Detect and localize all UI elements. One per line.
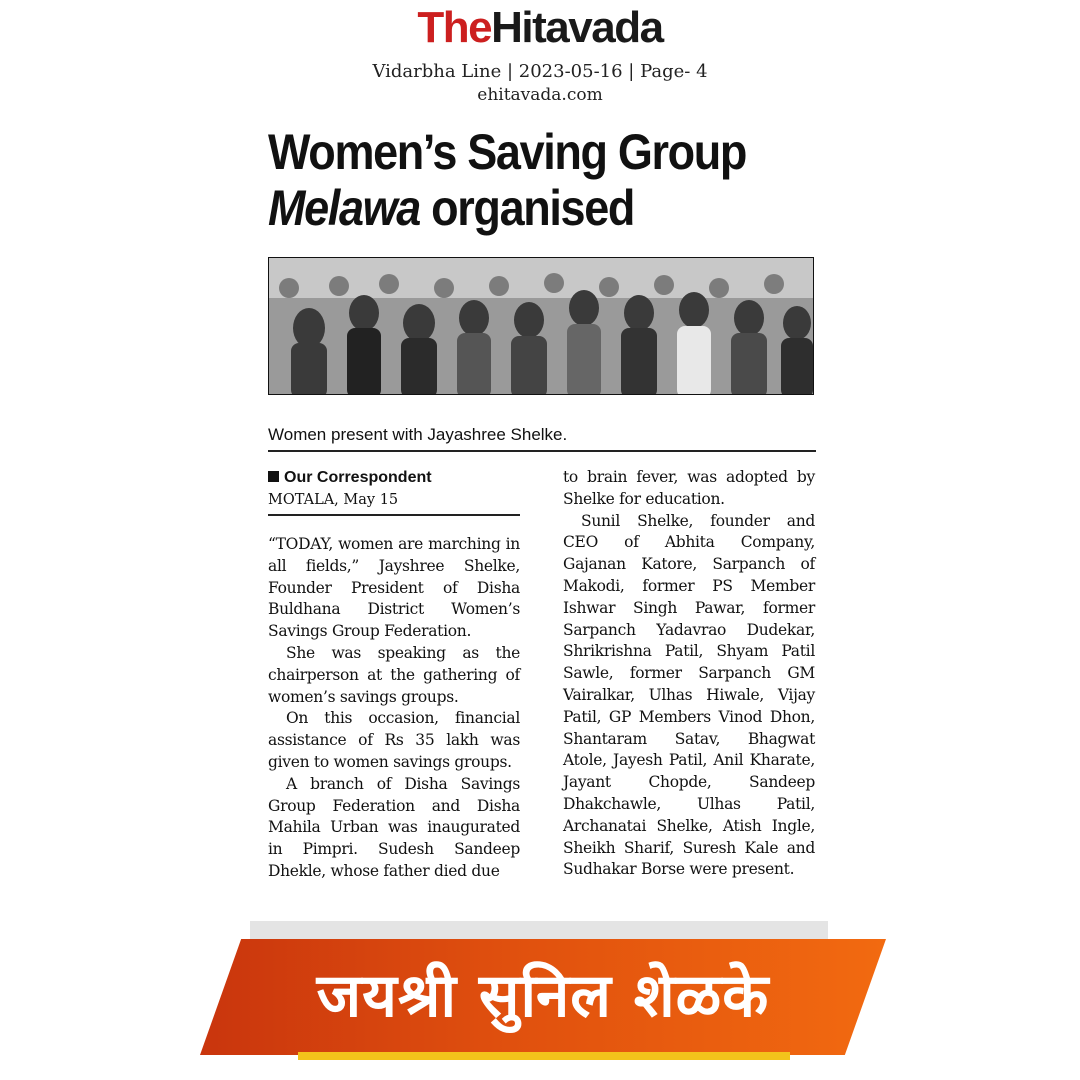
page-number: Page- 4: [640, 61, 708, 82]
article-column-2: [563, 467, 815, 881]
article-photo: [268, 257, 814, 395]
masthead-logo: [0, 4, 1080, 52]
edition-date: 2023-05-16: [518, 61, 623, 82]
byline-text: Our Correspondent: [284, 469, 432, 486]
place-date: MOTALA, May 15: [268, 492, 399, 508]
headline-rest: organised: [419, 180, 635, 236]
dateline: Vidarbha Line | 2023-05-16 | Page- 4: [372, 61, 708, 82]
byline-square-icon: [268, 471, 279, 482]
headline-italic-word: Melawa: [268, 180, 420, 236]
paragraph: She was speaking as the chairperson at the gathering of women’s savings groups.: [268, 643, 520, 706]
photo-caption: Women present with Jayashree Shelke.: [268, 425, 568, 444]
website-link[interactable]: ehitavada.com: [477, 85, 603, 105]
paragraph: “TODAY, women are marching in all fields,” Jayshree Shelke, Founder President of Disha Buldhana District Women’s Savings Group Federation.: [268, 535, 520, 641]
masthead-name: Hitavada: [491, 3, 663, 52]
paragraph: Sunil Shelke, founder and CEO of Abhita Company, Gajanan Katore, Sarpanch of Makodi, former PS Member Ishwar Singh Pawar, former Sarpanch Yadavrao Dudekar, Shrikrishna Patil, Shyam Patil Sawle, former Sarpanch GM Vairalkar, Ulhas Hiwale, Vijay Patil, GP Members Vinod Dhon, Shantaram Satav, Bhagwat Atole, Jayesh Patil, Anil Kharate, Jayant Chopde, Sandeep Dhakchawle, Ulhas Patil, Archanatai Shelke, Atish Ingle, Sheikh Sharif, Suresh Kale and Sudhakar Borse were present.: [563, 511, 815, 879]
caption-divider: [268, 450, 816, 452]
paragraph: On this occasion, financial assistance of Rs 35 lakh was given to women savings groups.: [268, 709, 520, 771]
banner-underline: [298, 1052, 790, 1060]
byline-divider: [268, 514, 520, 516]
headline-line-2: [268, 180, 772, 236]
edition-name: Vidarbha Line: [372, 61, 502, 82]
article-column-1: [268, 534, 520, 883]
paragraph: to brain fever, was adopted by Shelke for education.: [563, 468, 815, 508]
headline-line-1: Women’s Saving Group: [268, 124, 747, 180]
banner-backdrop: [250, 921, 828, 940]
byline: [268, 468, 520, 488]
article-headline: [268, 124, 772, 236]
paragraph: A branch of Disha Savings Group Federation and Disha Mahila Urban was inaugurated in Pimpri. Sudesh Sandeep Dhekle, whose father died due: [268, 774, 520, 880]
group-photo-image: [269, 258, 814, 395]
masthead-prefix: The: [417, 3, 492, 52]
banner-name-text: जयश्री सुनिल शेळके: [316, 961, 770, 1031]
